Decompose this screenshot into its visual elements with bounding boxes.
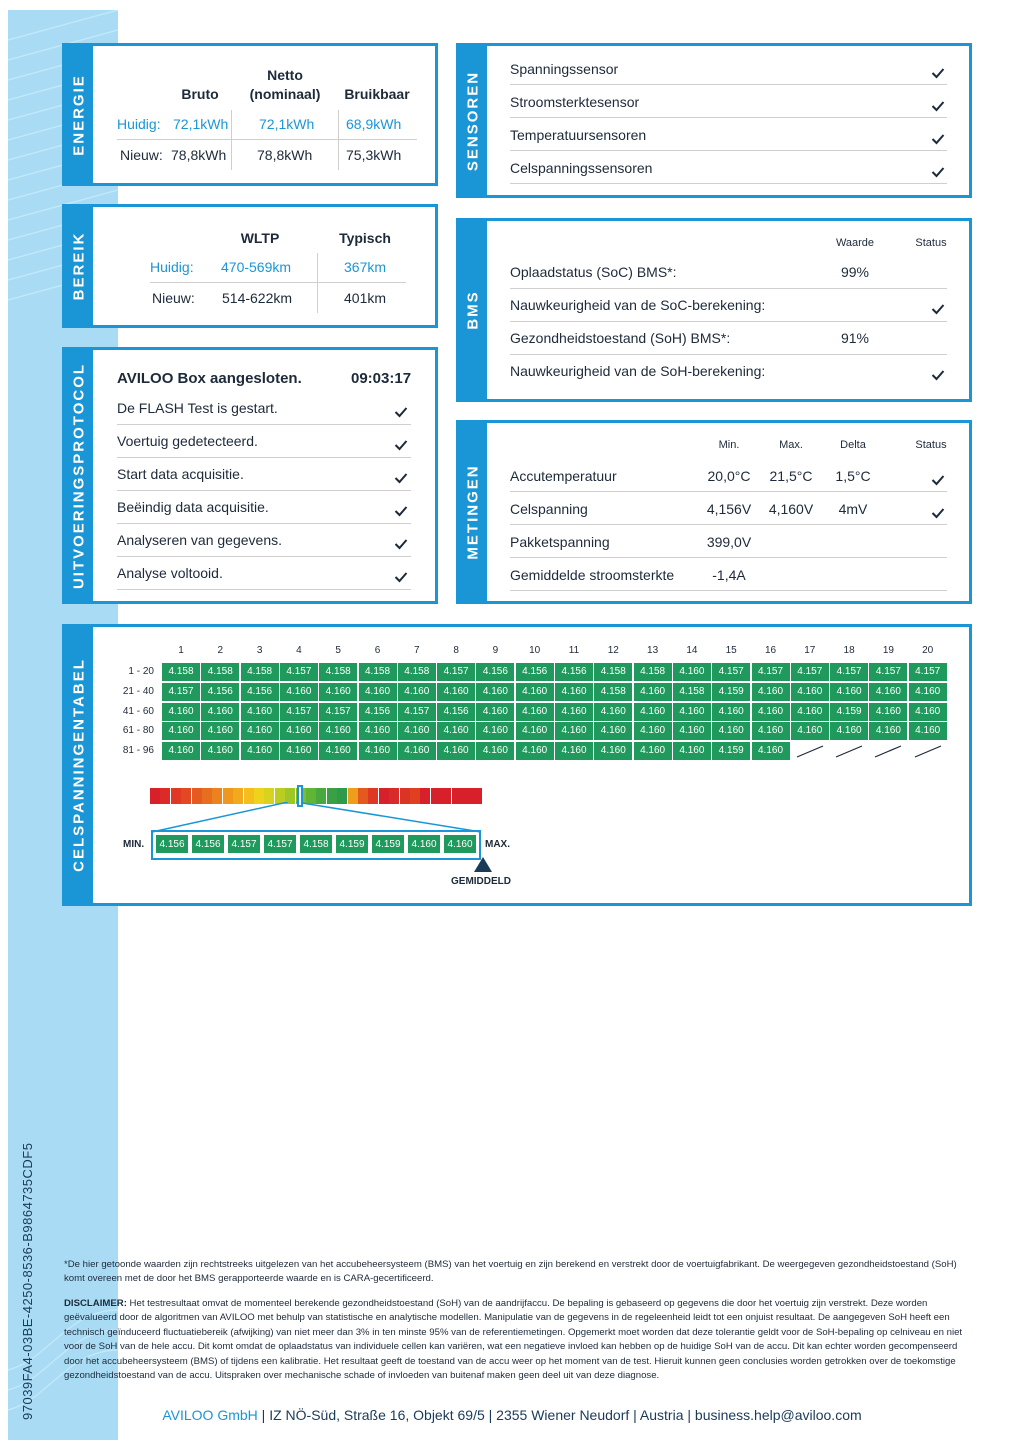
huidig-netto: 72,1kWh (259, 116, 315, 132)
protocol-step-label: Beëindig data acquisitie. (117, 499, 269, 515)
grid-column-header: 19 (882, 645, 894, 656)
grid-cell: 4.160 (830, 722, 868, 740)
grid-cell: 4.157 (319, 703, 357, 721)
scale-cell: 4.157 (263, 834, 297, 854)
grid-cell: 4.160 (673, 742, 711, 760)
grid-cell: 4.158 (162, 663, 200, 681)
bereik-nieuw-typisch: 401km (344, 290, 387, 306)
grid-cell: 4.160 (359, 683, 397, 701)
metingen-row-delta: 1,5°C (835, 468, 871, 484)
grid-cell: 4.160 (280, 683, 318, 701)
grid-cell: 4.157 (752, 663, 790, 681)
check-icon (394, 439, 408, 451)
footer-separator: | (687, 1407, 695, 1423)
bms-tab-label: BMS (464, 290, 482, 330)
metingen-row-label: Pakketspanning (510, 534, 610, 550)
protocol-step-label: Start data acquisitie. (117, 466, 244, 482)
celspanning-card (62, 624, 972, 906)
grid-cell: 4.158 (359, 663, 397, 681)
bereik-nieuw-wltp: 514-622km (222, 290, 293, 306)
min-max-scale (151, 830, 481, 860)
grid-cell: 4.160 (555, 722, 593, 740)
divider (510, 491, 947, 492)
grid-cell: 4.160 (162, 722, 200, 740)
grid-cell-empty (909, 742, 947, 760)
grid-cell: 4.157 (869, 663, 907, 681)
sensor-item: Spanningssensor (510, 61, 619, 77)
grid-column-header: 9 (492, 645, 499, 656)
grid-cell: 4.160 (634, 683, 672, 701)
footer-separator: | (633, 1407, 640, 1423)
grid-cell: 4.160 (594, 703, 632, 721)
grid-cell: 4.160 (673, 663, 711, 681)
grid-cell: 4.160 (594, 722, 632, 740)
document-id: 97039FA4-03BE-4250-8536-B9864735CDF5 (20, 1142, 35, 1420)
check-icon (931, 507, 945, 519)
metingen-row-label: Gemiddelde stroomsterkte (510, 567, 675, 583)
grid-cell: 4.160 (909, 703, 947, 721)
celspanning-tab (65, 627, 93, 903)
grid-column-header: 11 (568, 645, 580, 656)
grid-cell-empty (869, 742, 907, 760)
divider (510, 354, 947, 355)
grid-cell: 4.158 (634, 663, 672, 681)
scale-cell: 4.157 (227, 834, 261, 854)
grid-column-header: 3 (256, 645, 263, 656)
grid-cell: 4.160 (673, 722, 711, 740)
grid-cell: 4.160 (319, 722, 357, 740)
grid-cell: 4.160 (752, 742, 790, 760)
header-bruikbaar: Bruikbaar (344, 86, 410, 102)
grid-cell: 4.160 (869, 703, 907, 721)
energie-tab-label: ENERGIE (70, 73, 88, 156)
header-typisch: Typisch (339, 230, 391, 246)
grid-cell: 4.157 (437, 663, 475, 681)
grid-cell: 4.158 (201, 663, 239, 681)
grid-cell: 4.160 (476, 722, 514, 740)
grid-cell: 4.156 (476, 663, 514, 681)
grid-column-header: 2 (217, 645, 224, 656)
grid-cell: 4.160 (241, 703, 279, 721)
grid-cell: 4.160 (634, 703, 672, 721)
divider (510, 117, 947, 118)
sensor-item: Celspanningssensoren (510, 160, 653, 176)
grid-cell: 4.159 (712, 683, 750, 701)
metingen-row-max: 21,5°C (769, 468, 813, 484)
grid-column-header: 10 (529, 645, 541, 656)
metingen-header-min: Min. (718, 439, 740, 451)
grid-cell: 4.160 (516, 722, 554, 740)
grid-cell: 4.160 (280, 742, 318, 760)
scale-cell: 4.158 (299, 834, 333, 854)
grid-cell: 4.160 (241, 722, 279, 740)
bms-footnote: *De hier getoonde waarden zijn rechtstreeks uitgelezen van het accubeheersysteem (BMS) van het voertuig en zijn berekend en verstrekt door de voertuigfabrikant. De weergegeven gezondheidstoestand (SoH) komt overeen met de door het BMS gerapporteerde waarde en is CARA-gecertificeerd. (64, 1259, 957, 1285)
grid-cell: 4.160 (319, 742, 357, 760)
metingen-row-delta: 4mV (838, 501, 868, 517)
grid-column-header: 1 (178, 645, 184, 656)
protocol-step-label: Analyseren van gegevens. (117, 532, 282, 548)
divider (117, 457, 411, 458)
average-label: GEMIDDELD (451, 876, 511, 887)
disclaimer (64, 1297, 972, 1383)
grid-cell: 4.158 (673, 683, 711, 701)
grid-cell: 4.160 (673, 703, 711, 721)
grid-cell: 4.160 (634, 742, 672, 760)
bereik-huidig-wltp: 470-569km (221, 259, 292, 275)
sensoren-card (456, 43, 972, 198)
grid-cell: 4.156 (201, 683, 239, 701)
bms-header-waarde: Waarde (835, 237, 875, 249)
bereik-nieuw-label: Nieuw: (152, 290, 195, 306)
grid-cell: 4.158 (398, 663, 436, 681)
footer-separator: | (261, 1407, 270, 1423)
divider (231, 110, 232, 170)
divider (510, 590, 947, 591)
check-icon (931, 133, 945, 145)
bereik-tab-label: BEREIK (70, 231, 88, 301)
scale-cell: 4.156 (191, 834, 225, 854)
grid-cell: 4.160 (712, 703, 750, 721)
divider (510, 321, 947, 322)
grid-cell: 4.160 (476, 742, 514, 760)
grid-cell: 4.160 (516, 683, 554, 701)
grid-column-header: 15 (725, 645, 737, 656)
energie-card (62, 43, 438, 186)
celspanning-tab-label: CELSPANNINGENTABEL (70, 658, 88, 872)
grid-column-header: 12 (607, 645, 619, 656)
grid-cell: 4.160 (712, 722, 750, 740)
grid-column-header: 8 (453, 645, 459, 656)
grid-column-header: 7 (414, 645, 420, 656)
footer-country: Austria (639, 1407, 684, 1423)
check-icon (931, 369, 945, 381)
protocol-step-label: De FLASH Test is gestart. (117, 400, 278, 416)
bms-row-label: Nauwkeurigheid van de SoC-berekening: (510, 297, 766, 313)
divider (510, 524, 947, 525)
grid-cell: 4.157 (398, 703, 436, 721)
grid-cell: 4.160 (869, 722, 907, 740)
nieuw-bruikbaar: 75,3kWh (346, 147, 402, 163)
check-icon (931, 100, 945, 112)
grid-cell: 4.160 (201, 722, 239, 740)
grid-row-header: 61 - 80 (122, 725, 154, 737)
grid-cell: 4.160 (555, 742, 593, 760)
header-wltp: WLTP (240, 230, 280, 246)
protocol-step-label: Analyse voltooid. (117, 565, 223, 581)
grid-cell: 4.160 (201, 742, 239, 760)
scale-cell: 4.160 (443, 834, 477, 854)
check-icon (394, 505, 408, 517)
protocol-tab-label: UITVOERINGSPROTOCOL (70, 362, 88, 589)
divider (510, 288, 947, 289)
divider (150, 282, 406, 283)
grid-cell: 4.160 (791, 683, 829, 701)
grid-cell: 4.160 (830, 683, 868, 701)
divider (510, 84, 947, 85)
grid-cell: 4.160 (398, 722, 436, 740)
grid-cell: 4.160 (909, 683, 947, 701)
divider (117, 556, 411, 557)
grid-cell: 4.160 (162, 703, 200, 721)
divider (510, 183, 947, 184)
bms-row-value: 99% (840, 264, 870, 280)
sensoren-tab-label: SENSOREN (464, 70, 482, 171)
divider (338, 110, 339, 170)
metingen-card (456, 420, 972, 604)
grid-cell: 4.160 (476, 683, 514, 701)
grid-cell: 4.160 (359, 742, 397, 760)
metingen-tab-label: METINGEN (464, 464, 482, 560)
grid-row-header: 41 - 60 (122, 705, 154, 717)
grid-cell-empty (791, 742, 829, 760)
bms-header-status: Status (915, 237, 947, 249)
grid-column-header: 13 (647, 645, 659, 656)
grid-cell: 4.160 (909, 722, 947, 740)
nieuw-netto: 78,8kWh (257, 147, 313, 163)
bms-row-value: 91% (840, 330, 870, 346)
protocol-time: 09:03:17 (351, 370, 412, 387)
grid-cell: 4.158 (594, 683, 632, 701)
grid-cell: 4.160 (241, 742, 279, 760)
bereik-huidig-label: Huidig: (150, 259, 194, 275)
protocol-step-label: Voertuig gedetecteerd. (117, 433, 258, 449)
divider (510, 150, 947, 151)
divider (117, 424, 411, 425)
grid-column-header: 20 (922, 645, 934, 656)
nieuw-bruto: 78,8kWh (171, 147, 227, 163)
header-bruto: Bruto (181, 86, 219, 102)
bereik-tab (65, 207, 93, 325)
metingen-row-min: 399,0V (706, 534, 752, 550)
metingen-row-min: 20,0°C (707, 468, 751, 484)
protocol-tab (65, 350, 93, 601)
huidig-bruikbaar: 68,9kWh (346, 116, 402, 132)
max-label: MAX. (485, 839, 510, 850)
grid-cell: 4.156 (241, 683, 279, 701)
huidig-bruto: 72,1kWh (173, 116, 229, 132)
grid-cell: 4.160 (752, 703, 790, 721)
footer-city: 2355 Wiener Neudorf (496, 1407, 630, 1423)
check-icon (931, 67, 945, 79)
bms-row-label: Oplaadstatus (SoC) BMS*: (510, 264, 677, 280)
bms-row-label: Gezondheidstoestand (SoH) BMS*: (510, 330, 731, 346)
metingen-row-label: Accutemperatuur (510, 468, 617, 484)
grid-cell: 4.156 (516, 663, 554, 681)
grid-row-header: 21 - 40 (122, 685, 154, 697)
grid-cell: 4.156 (437, 703, 475, 721)
grid-cell: 4.160 (437, 722, 475, 740)
metingen-header-status: Status (915, 439, 947, 451)
grid-cell: 4.159 (712, 742, 750, 760)
check-icon (394, 472, 408, 484)
bms-row-label: Nauwkeurigheid van de SoH-berekening: (510, 363, 766, 379)
grid-cell: 4.160 (280, 722, 318, 740)
grid-column-header: 17 (804, 645, 816, 656)
grid-cell: 4.160 (359, 722, 397, 740)
row-huidig-label: Huidig: (117, 116, 161, 132)
check-icon (394, 538, 408, 550)
metingen-tab (459, 423, 487, 601)
divider (117, 490, 411, 491)
grid-cell: 4.160 (398, 742, 436, 760)
disclaimer-text: Het testresultaat omvat de momenteel berekende gezondheidstoestand (SoH) van de aandrijfaccu. De bepaling is gebaseerd op gegevens die door het voertuig zijn verstrekt. Deze worden geëvalueerd door de algoritmen van AVILOO met behulp van statistische en analytische modellen. Manipulatie van de gegevens in de regeleenheid leidt tot een onjuist resultaat. De aangegeven SoH heeft een technisch geïnduceerd fluctuatiebereik (afwijking) van niet meer dan 3% in ten minste 95% van de referentiemetingen. Opgemerkt moet worden dat deze tolerantie geldt voor de SoH-bepaling op celniveau en niet voor de SoH van de hele accu. Dit komt omdat de oplaadstatus van individuele cellen kan variëren, wat een negatieve invloed kan hebben op de huidige SoH van de accu. Dit kan echter worden gecompenseerd door het accubeheersysteem (BMS) of tijdens een kalibratie. Het resultaat geeft de toestand van de accu weer op het moment van de test. Hieruit kunnen geen conclusies worden getrokken over de toekomstige gezondheidstoestand van de accu. Uitspraken over mechanische schade of invloeden van buitenaf maken geen deel uit van deze diagnose. (64, 1298, 963, 1382)
footer-address: IZ NÖ-Süd, Straße 16, Objekt 69/5 (269, 1407, 485, 1423)
scale-cell: 4.159 (371, 834, 405, 854)
grid-cell: 4.160 (752, 683, 790, 701)
check-icon (931, 166, 945, 178)
average-triangle-icon (473, 857, 493, 873)
scale-cell: 4.159 (335, 834, 369, 854)
grid-cell: 4.160 (319, 683, 357, 701)
header-netto: Netto (267, 67, 303, 83)
bereik-huidig-typisch: 367km (344, 259, 387, 275)
footer-separator: | (488, 1407, 497, 1423)
divider (510, 557, 947, 558)
grid-cell: 4.160 (791, 722, 829, 740)
grid-cell: 4.160 (201, 703, 239, 721)
scale-cell: 4.156 (155, 834, 189, 854)
grid-cell: 4.160 (437, 742, 475, 760)
grid-column-header: 4 (296, 645, 302, 656)
divider (117, 523, 411, 524)
grid-row-header: 1 - 20 (128, 666, 154, 677)
grid-cell: 4.160 (162, 742, 200, 760)
grid-row-header: 81 - 96 (122, 745, 154, 757)
grid-cell: 4.158 (594, 663, 632, 681)
grid-cell: 4.160 (594, 742, 632, 760)
sensoren-tab (459, 46, 487, 195)
grid-column-header: 16 (764, 645, 777, 656)
protocol-title: AVILOO Box aangesloten. (117, 370, 302, 387)
grid-cell: 4.160 (555, 683, 593, 701)
metingen-row-min: -1,4A (712, 567, 746, 583)
grid-cell: 4.160 (398, 683, 436, 701)
footer-company: AVILOO GmbH (162, 1407, 258, 1423)
grid-cell: 4.160 (516, 742, 554, 760)
grid-cell: 4.160 (476, 703, 514, 721)
sensor-item: Stroomsterktesensor (510, 94, 640, 110)
bms-tab (459, 221, 487, 399)
grid-cell: 4.156 (359, 703, 397, 721)
bms-card (456, 218, 972, 402)
grid-cell: 4.157 (280, 663, 318, 681)
sensor-item: Temperatuursensoren (510, 127, 647, 143)
check-icon (931, 474, 945, 486)
grid-cell-empty (830, 742, 868, 760)
grid-cell: 4.160 (869, 683, 907, 701)
grid-cell: 4.157 (162, 683, 200, 701)
metingen-header-max: Max. (779, 439, 803, 451)
grid-column-header: 18 (843, 645, 855, 656)
check-icon (394, 406, 408, 418)
protocol-card (62, 347, 438, 604)
grid-cell: 4.160 (555, 703, 593, 721)
check-icon (931, 303, 945, 315)
energie-tab (65, 46, 93, 183)
grid-cell: 4.160 (752, 722, 790, 740)
grid-cell: 4.160 (634, 722, 672, 740)
check-icon (394, 571, 408, 583)
grid-cell: 4.157 (280, 703, 318, 721)
bereik-card (62, 204, 438, 328)
divider (117, 589, 411, 590)
grid-cell: 4.156 (555, 663, 593, 681)
grid-cell: 4.157 (791, 663, 829, 681)
footer (0, 1407, 1024, 1423)
scale-marker (297, 785, 303, 807)
grid-cell: 4.157 (830, 663, 868, 681)
divider (117, 139, 417, 140)
grid-column-header: 14 (686, 645, 698, 656)
metingen-row-label: Celspanning (510, 501, 588, 517)
grid-column-header: 6 (374, 645, 381, 656)
grid-cell: 4.157 (909, 663, 947, 681)
grid-cell: 4.157 (712, 663, 750, 681)
metingen-row-max: 4,160V (768, 501, 814, 517)
metingen-row-min: 4,156V (706, 501, 752, 517)
row-nieuw-label: Nieuw: (120, 147, 163, 163)
grid-cell: 4.159 (830, 703, 868, 721)
grid-cell: 4.158 (241, 663, 279, 681)
grid-cell: 4.160 (516, 703, 554, 721)
scale-cell: 4.160 (407, 834, 441, 854)
grid-cell: 4.158 (319, 663, 357, 681)
grid-column-header: 5 (335, 645, 341, 656)
min-label: MIN. (123, 839, 145, 850)
header-netto-sub: (nominaal) (249, 86, 321, 102)
grid-cell: 4.160 (791, 703, 829, 721)
grid-cell: 4.160 (437, 683, 475, 701)
footer-email[interactable]: business.help@aviloo.com (694, 1407, 862, 1423)
disclaimer-label: DISCLAIMER: (64, 1298, 127, 1309)
metingen-header-delta: Delta (840, 439, 866, 451)
divider (317, 253, 318, 313)
